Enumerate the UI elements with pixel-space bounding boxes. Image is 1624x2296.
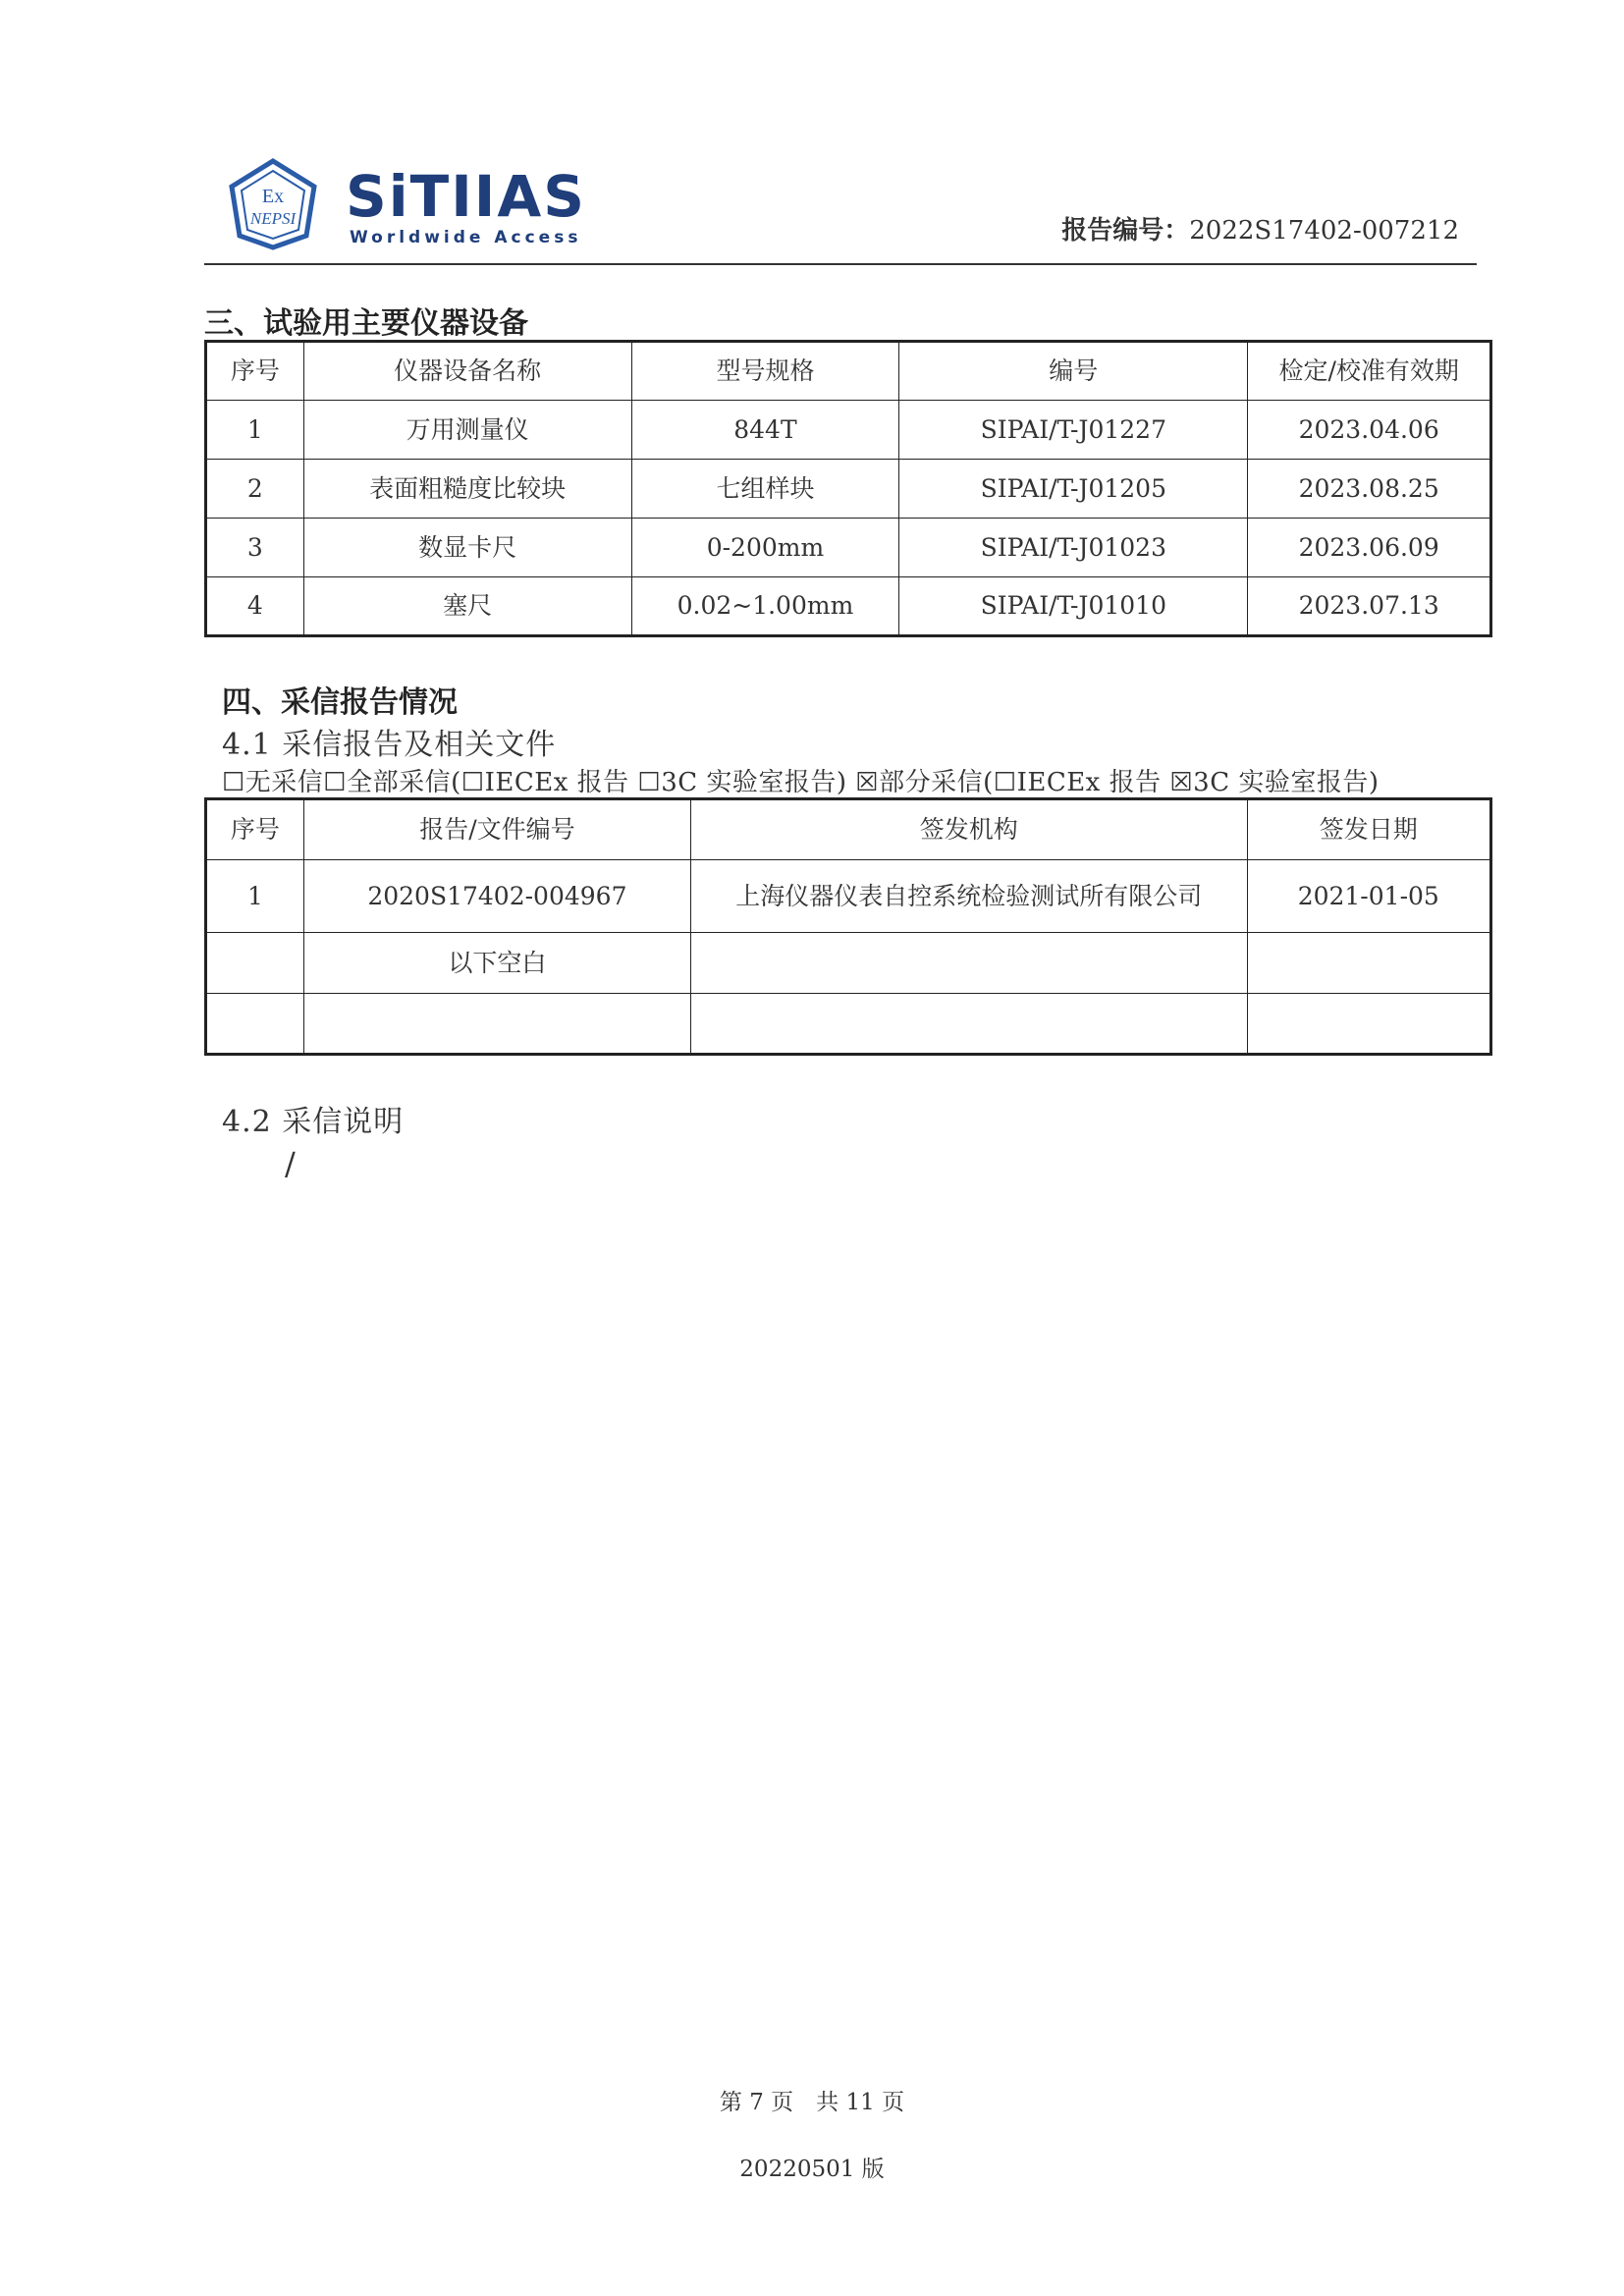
- table-row: [206, 994, 1491, 1055]
- table-cell: SIPAI/T-J01227: [899, 401, 1248, 460]
- table-cell: [303, 994, 690, 1055]
- table-cell: 万用测量仪: [303, 401, 631, 460]
- header-cell: 报告/文件编号: [303, 799, 690, 860]
- sitiias-logo: [346, 163, 591, 255]
- table-cell: [691, 994, 1247, 1055]
- table-row: [206, 577, 1491, 636]
- logo-nepsi-text: NEPSI: [249, 209, 297, 228]
- table-cell: 0.02~1.00mm: [631, 577, 899, 636]
- table-cell: 2023.08.25: [1248, 460, 1491, 519]
- brand-tagline: Worldwide Access: [350, 228, 582, 247]
- table-cell: 1: [206, 401, 304, 460]
- section4-2-title: 4.2 采信说明: [222, 1105, 405, 1139]
- table-cell: 表面粗糙度比较块: [303, 460, 631, 519]
- header-divider: [204, 263, 1477, 265]
- table-cell: 2: [206, 460, 304, 519]
- table-cell: [206, 933, 304, 994]
- table-cell: [1247, 933, 1490, 994]
- brand-name: SiTIIAS: [346, 163, 587, 230]
- header-cell: 编号: [899, 342, 1248, 401]
- table-cell: [1247, 994, 1490, 1055]
- table-row: [206, 933, 1491, 994]
- section3-title: 三、试验用主要仪器设备: [204, 306, 528, 341]
- equipment-table: [204, 340, 1492, 637]
- table-cell: 2023.06.09: [1248, 519, 1491, 577]
- accepted-reports-table: [204, 797, 1492, 1056]
- page-number: 第 7 页 共 11 页: [719, 2090, 905, 2115]
- header-cell: 仪器设备名称: [303, 342, 631, 401]
- table-cell: SIPAI/T-J01023: [899, 519, 1248, 577]
- section4-title: 四、采信报告情况: [222, 685, 458, 720]
- report-number-value: 2022S17402-007212: [1189, 216, 1459, 246]
- table-cell: 1: [206, 860, 304, 933]
- table-cell: 0-200mm: [631, 519, 899, 577]
- report-number-label: 报告编号：: [1061, 216, 1190, 246]
- table-cell: SIPAI/T-J01205: [899, 460, 1248, 519]
- header-cell: 序号: [206, 799, 304, 860]
- table-row: [206, 860, 1491, 933]
- table-cell: 2023.07.13: [1248, 577, 1491, 636]
- table-row: [206, 519, 1491, 577]
- table-header-row: [206, 799, 1491, 860]
- nepsi-ex-logo: [224, 157, 322, 251]
- header-cell: 型号规格: [631, 342, 899, 401]
- logo-ex-text: Ex: [261, 186, 285, 207]
- header-cell: 检定/校准有效期: [1248, 342, 1491, 401]
- acceptance-note: /: [285, 1145, 296, 1182]
- table-cell: 以下空白: [303, 933, 690, 994]
- table-cell: [206, 994, 304, 1055]
- header-cell: 签发机构: [691, 799, 1247, 860]
- table-cell: 数显卡尺: [303, 519, 631, 577]
- table-cell: 2021-01-05: [1247, 860, 1490, 933]
- table-cell: SIPAI/T-J01010: [899, 577, 1248, 636]
- table-cell: 844T: [631, 401, 899, 460]
- table-cell: [691, 933, 1247, 994]
- version-label: 20220501 版: [739, 2157, 885, 2182]
- table-cell: 4: [206, 577, 304, 636]
- table-row: [206, 460, 1491, 519]
- section4-1-title: 4.1 采信报告及相关文件: [222, 728, 557, 762]
- acceptance-checkboxes: ☐无采信☐全部采信(☐IECEx 报告 ☐3C 实验室报告) ☒部分采信(☐IECEx 报告 ☒3C 实验室报告): [222, 768, 1380, 797]
- report-number: [1061, 210, 1459, 246]
- table-cell: 2023.04.06: [1248, 401, 1491, 460]
- table-cell: 2020S17402-004967: [303, 860, 690, 933]
- header-cell: 签发日期: [1247, 799, 1490, 860]
- table-cell: 七组样块: [631, 460, 899, 519]
- table-cell: 3: [206, 519, 304, 577]
- table-cell: 上海仪器仪表自控系统检验测试所有限公司: [691, 860, 1247, 933]
- table-cell: 塞尺: [303, 577, 631, 636]
- table-row: [206, 401, 1491, 460]
- table-header-row: [206, 342, 1491, 401]
- header-cell: 序号: [206, 342, 304, 401]
